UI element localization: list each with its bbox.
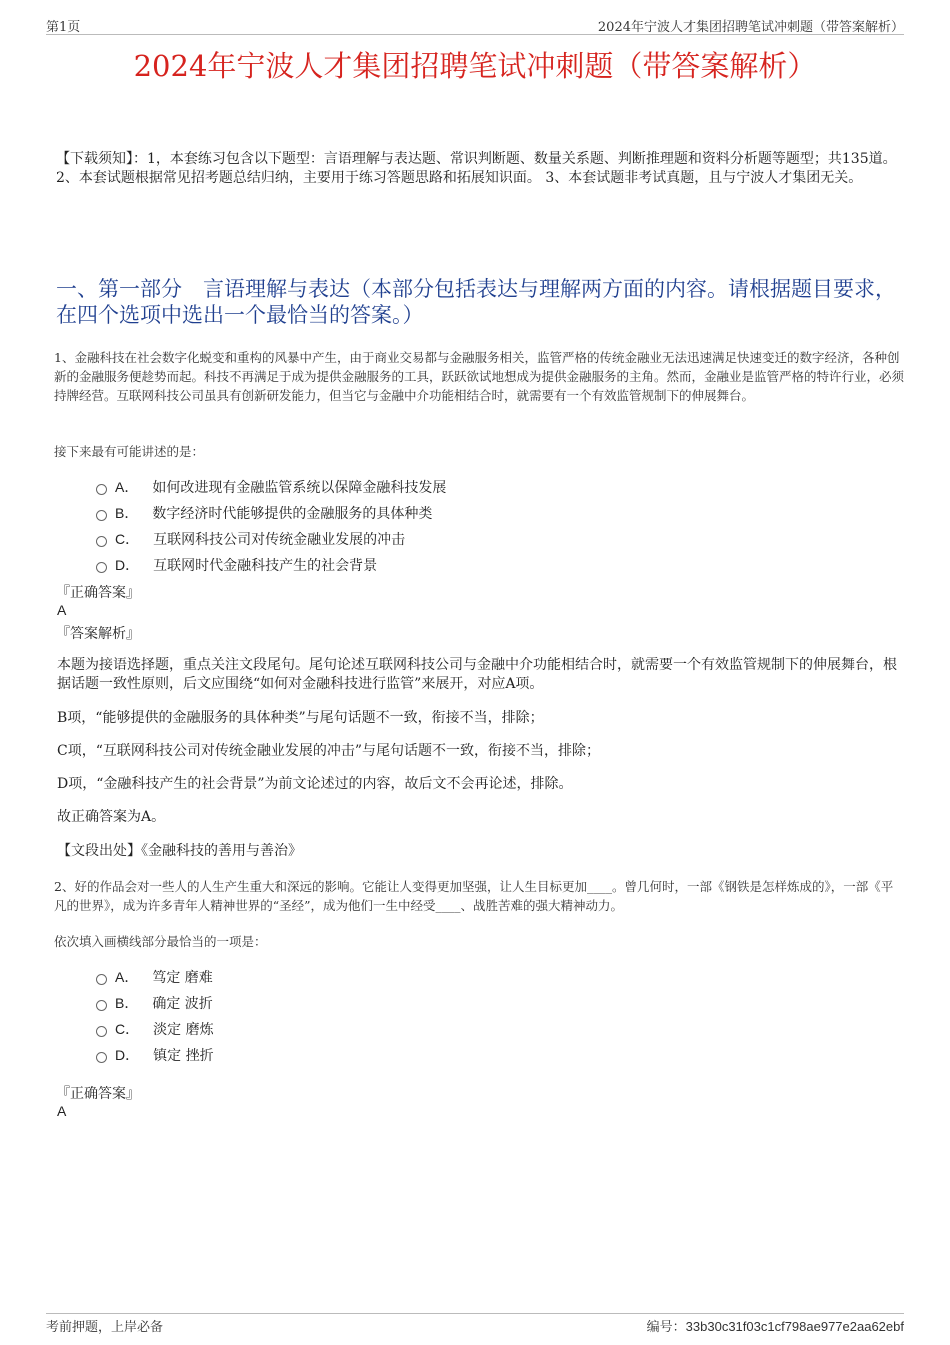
radio-icon[interactable]: [96, 562, 107, 573]
document-code: 编号：33b30c31f03c1cf798ae977e2aa62ebf: [646, 1319, 904, 1334]
section-heading: 一、第一部分 言语理解与表达（本部分包括表达与理解两方面的内容。请根据题目要求，在四个选项中选出一个最恰当的答案。）: [56, 277, 896, 327]
radio-icon[interactable]: [96, 974, 107, 985]
q1-answer-label: 『正确答案』: [56, 585, 140, 601]
radio-icon[interactable]: [96, 1052, 107, 1063]
q2-answer-label: 『正确答案』: [56, 1086, 140, 1102]
q1-option-d[interactable]: D． 互联网时代金融科技产生的社会背景: [96, 555, 377, 575]
q1-option-a[interactable]: A． 如何改进现有金融监管系统以保障金融科技发展: [96, 477, 446, 497]
radio-icon[interactable]: [96, 1026, 107, 1037]
q2-answer: A: [57, 1103, 67, 1119]
page-header: [46, 16, 904, 35]
header-doc-title: 2024年宁波人才集团招聘笔试冲刺题（带答案解析）: [597, 20, 904, 35]
question-1-prompt: 接下来最有可能讲述的是：: [54, 444, 205, 459]
q1-option-b[interactable]: B． 数字经济时代能够提供的金融服务的具体种类: [96, 503, 432, 523]
q1-option-c[interactable]: C． 互联网科技公司对传统金融业发展的冲击: [96, 529, 405, 549]
page-footer: [46, 1313, 904, 1334]
q1-analysis-d: D项，“金融科技产生的社会背景”为前文论述过的内容，故后文不会再论述，排除。: [57, 776, 573, 792]
q1-analysis-main: 本题为接语选择题，重点关注文段尾句。尾句论述互联网科技公司与金融中介功能相结合时，就需要一个有效监管规制下的伸展舞台，根据话题一致性原则，后文应围绕“如何对金融科技进行监管”来展开，对应A项。: [57, 657, 897, 692]
question-2-prompt: 依次填入画横线部分最恰当的一项是：: [54, 934, 267, 949]
page-number: 第1页: [46, 20, 81, 35]
radio-icon[interactable]: [96, 510, 107, 521]
footer-slogan: 考前押题，上岸必备: [46, 1320, 164, 1335]
radio-icon[interactable]: [96, 536, 107, 547]
q1-analysis-c: C项，“互联网科技公司对传统金融业发展的冲击”与尾句话题不一致，衔接不当，排除；: [57, 743, 601, 759]
q1-analysis-b: B项，“能够提供的金融服务的具体种类”与尾句话题不一致，衔接不当，排除；: [57, 710, 544, 726]
question-1-stem: 1、金融科技在社会数字化蜕变和重构的风暴中产生，由于商业交易都与金融服务相关，监管严格的传统金融业无法迅速满足快速变迁的数字经济，各种创新的金融服务便趁势而起。科技不再满足于成为提供金融服务的工具，跃跃欲试地想成为提供金融服务的主角。然而，金融业是监管严格的特许行业，必须持牌经营。互联网科技公司虽具有创新研发能力，但当它与金融中介功能相结合时，就需要有一个有效监管规制下的伸展舞台。: [54, 350, 905, 403]
q1-answer: A: [57, 602, 67, 618]
q1-analysis-conclusion: 故正确答案为A。: [57, 809, 166, 825]
q2-option-d[interactable]: D． 镇定 挫折: [96, 1045, 214, 1065]
q1-source: 【文段出处】《金融科技的善用与善治》: [57, 843, 302, 859]
radio-icon[interactable]: [96, 484, 107, 495]
question-2-stem: 2、好的作品会对一些人的人生产生重大和深远的影响。它能让人变得更加坚强，让人生目标更加____。曾几何时，一部《钢铁是怎样炼成的》，一部《平凡的世界》，成为许多青年人精神世界的“圣经”，成为他们一生中经受____、战胜苦难的强大精神动力。: [54, 879, 894, 913]
document-title: 2024年宁波人才集团招聘笔试冲刺题（带答案解析）: [133, 49, 817, 83]
q2-option-a[interactable]: A． 笃定 磨难: [96, 967, 213, 987]
radio-icon[interactable]: [96, 1000, 107, 1011]
q2-option-b[interactable]: B． 确定 波折: [96, 993, 213, 1013]
download-notice: 【下载须知】：1，本套练习包含以下题型：言语理解与表达题、常识判断题、数量关系题、判断推理题和资料分析题等题型；共135道。 2、本套试题根据常见招考题总结归纳，主要用于练习答题思路和拓展知识面。 3、本套试题非考试真题，且与宁波人才集团无关。: [56, 151, 897, 186]
q1-analysis-label: 『答案解析』: [56, 626, 140, 642]
q2-option-c[interactable]: C． 淡定 磨炼: [96, 1019, 214, 1039]
